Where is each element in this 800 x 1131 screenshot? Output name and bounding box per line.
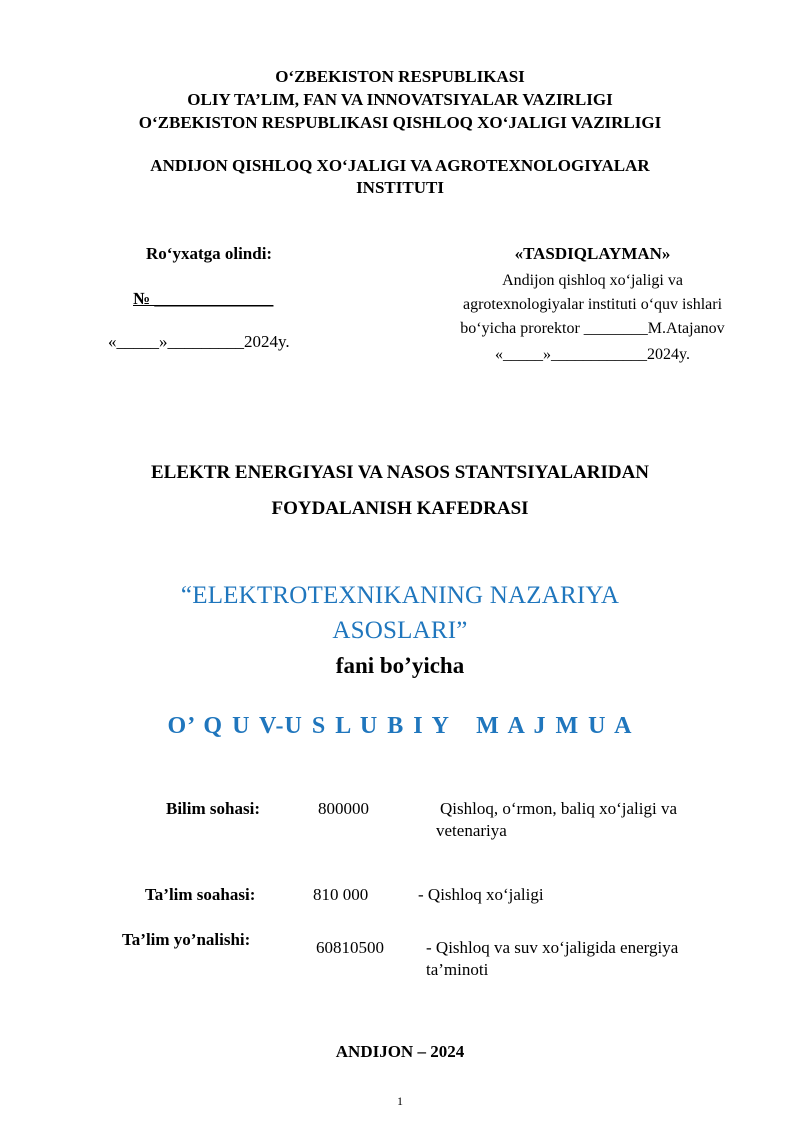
approval-line-1: Andijon qishloq xo‘jaligi va	[502, 272, 683, 289]
institute-line-2: INSTITUTI	[356, 178, 444, 197]
approval-line-2: agrotexnologiyalar instituti o‘quv ishlari	[462, 296, 723, 313]
approval-title: «TASDIQLAYMAN»	[514, 244, 671, 263]
approval-date: «_____»____________2024y.	[495, 346, 690, 363]
bilim-code: 800000	[318, 799, 369, 818]
subject-fani: fani bo’yicha	[335, 653, 465, 678]
approval-line-3: bo‘yicha prorektor ________M.Atajanov	[460, 320, 725, 337]
ministry-line-1: O‘ZBEKISTON RESPUBLIKASI	[275, 67, 525, 86]
complex-title: O’ Q U V-U S L U B I Y M A J M U A	[167, 713, 633, 739]
registration-number: № ______________	[133, 289, 274, 308]
registration-title: Ro‘yxatga olindi:	[146, 244, 273, 263]
subject-title-line-1: “ELEKTROTEXNIKANING NAZARIYA	[180, 582, 620, 609]
yonalish-text-2: ta’minoti	[426, 960, 489, 979]
bilim-text-1: Qishloq, o‘rmon, baliq xo‘jaligi va	[440, 799, 678, 818]
yonalish-code: 60810500	[316, 938, 384, 957]
talim-label: Ta’lim soahasi:	[145, 885, 256, 904]
talim-code: 810 000	[313, 885, 369, 904]
bilim-label: Bilim sohasi:	[166, 799, 260, 818]
registration-date: «_____»_________2024y.	[108, 332, 290, 351]
yonalish-text-1: - Qishloq va suv xo‘jaligida energiya	[426, 938, 679, 957]
department-line-2: FOYDALANISH KAFEDRASI	[271, 498, 529, 519]
department-line-1: ELEKTR ENERGIYASI VA NASOS STANTSIYALARIDAN	[150, 462, 650, 483]
institute-line-1: ANDIJON QISHLOQ XO‘JALIGI VA AGROTEXNOLOGIYALAR	[150, 156, 650, 175]
city-year: ANDIJON – 2024	[335, 1042, 465, 1061]
yonalish-label: Ta’lim yo’nalishi:	[122, 930, 251, 949]
subject-title-line-2: ASOSLARI”	[332, 617, 468, 644]
talim-text: - Qishloq xo‘jaligi	[418, 885, 544, 904]
bilim-text-2: vetenariya	[436, 821, 507, 840]
ministry-line-3: O‘ZBEKISTON RESPUBLIKASI QISHLOQ XO‘JALIGI VAZIRLIGI	[138, 113, 662, 132]
page-number: 1	[397, 1094, 403, 1108]
ministry-line-2: OLIY TA’LIM, FAN VA INNOVATSIYALAR VAZIRLIGI	[187, 90, 613, 109]
